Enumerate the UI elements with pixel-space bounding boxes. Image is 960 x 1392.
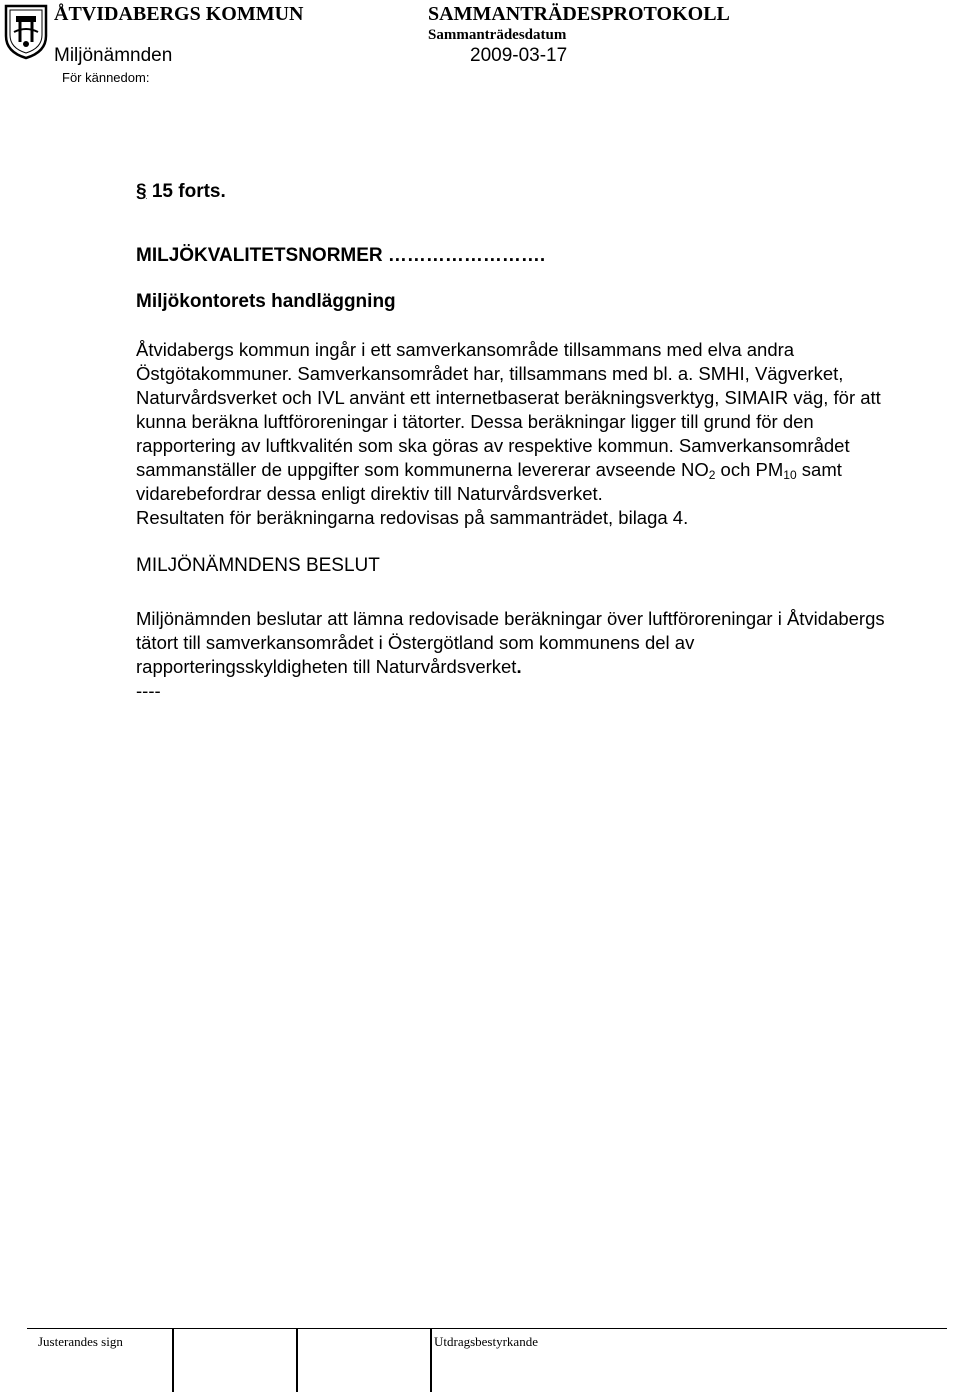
body-text-part1: Åtvidabergs kommun ingår i ett samverkansområde tillsammans med elva andra Östgötakommuner. Samverkansområdet har, tillsammans med bl. a. SMHI, Vägverket, Naturvårdsverket och IVL använt ett internetbaserat beräkningsverktyg, SIMAIR väg, för att kunna beräkna luftföroreningar i tätorter. Dessa beräkningar ligger till grund för den rapportering av luftkvalitén som ska göras av respektive kommun. Samverkansområdet sammanställer de uppgifter som kommunerna levererar avseende NO bbox=[136, 339, 881, 480]
signature-footer bbox=[0, 1328, 960, 1392]
utdragsbestyrkande-label: Utdragsbestyrkande bbox=[434, 1334, 538, 1349]
organization-name: ÅTVIDABERGS KOMMUN bbox=[54, 3, 304, 25]
signature-divider-2 bbox=[296, 1328, 298, 1392]
document-type: SAMMANTRÄDESPROTOKOLL bbox=[428, 3, 730, 25]
body-text-part2: och PM bbox=[715, 459, 784, 480]
separator-dashes: ---- bbox=[136, 680, 161, 701]
results-paragraph: Resultaten för beräkningarna redovisas på sammanträdet, bilaga 4. bbox=[136, 507, 689, 528]
decision-heading: MILJÖNÄMNDENS BESLUT bbox=[136, 555, 380, 576]
section-subtitle: Miljökontorets handläggning bbox=[136, 291, 396, 312]
no2-subscript: 2 bbox=[708, 468, 716, 482]
body-text-part3: samt vidarebefordrar dessa enligt direktiv till Naturvårdsverket. bbox=[136, 459, 842, 504]
section-number-text: 15 forts. bbox=[146, 181, 226, 202]
meeting-date-label: Sammanträdesdatum bbox=[428, 27, 567, 43]
signature-divider-3 bbox=[430, 1328, 432, 1392]
decision-text: Miljönämnden beslutar att lämna redovisade beräkningar över luftföroreningar i Åtvidabergs tätort till samverkansområdet i Östergötland som kommunens del av rapporteringsskyldigheten till Naturvårdsverket bbox=[136, 608, 885, 677]
section-number bbox=[136, 180, 896, 204]
for-kannedom-label: För kännedom: bbox=[62, 70, 150, 85]
protocol-content bbox=[136, 180, 896, 703]
body-paragraph bbox=[136, 338, 896, 506]
meeting-date: 2009-03-17 bbox=[470, 45, 568, 66]
justerandes-sign-label: Justerandes sign bbox=[38, 1334, 123, 1349]
section-title: MILJÖKVALITETSNORMER ……………………. bbox=[136, 245, 546, 266]
footer-rule bbox=[27, 1328, 947, 1329]
section-sign: § bbox=[136, 181, 147, 202]
signature-divider-1 bbox=[172, 1328, 174, 1392]
pm10-subscript: 10 bbox=[783, 468, 797, 482]
decision-period: . bbox=[516, 656, 522, 677]
decision-paragraph bbox=[136, 607, 896, 679]
committee-name: Miljönämnden bbox=[54, 45, 173, 66]
municipal-coat-of-arms-icon bbox=[2, 2, 50, 60]
